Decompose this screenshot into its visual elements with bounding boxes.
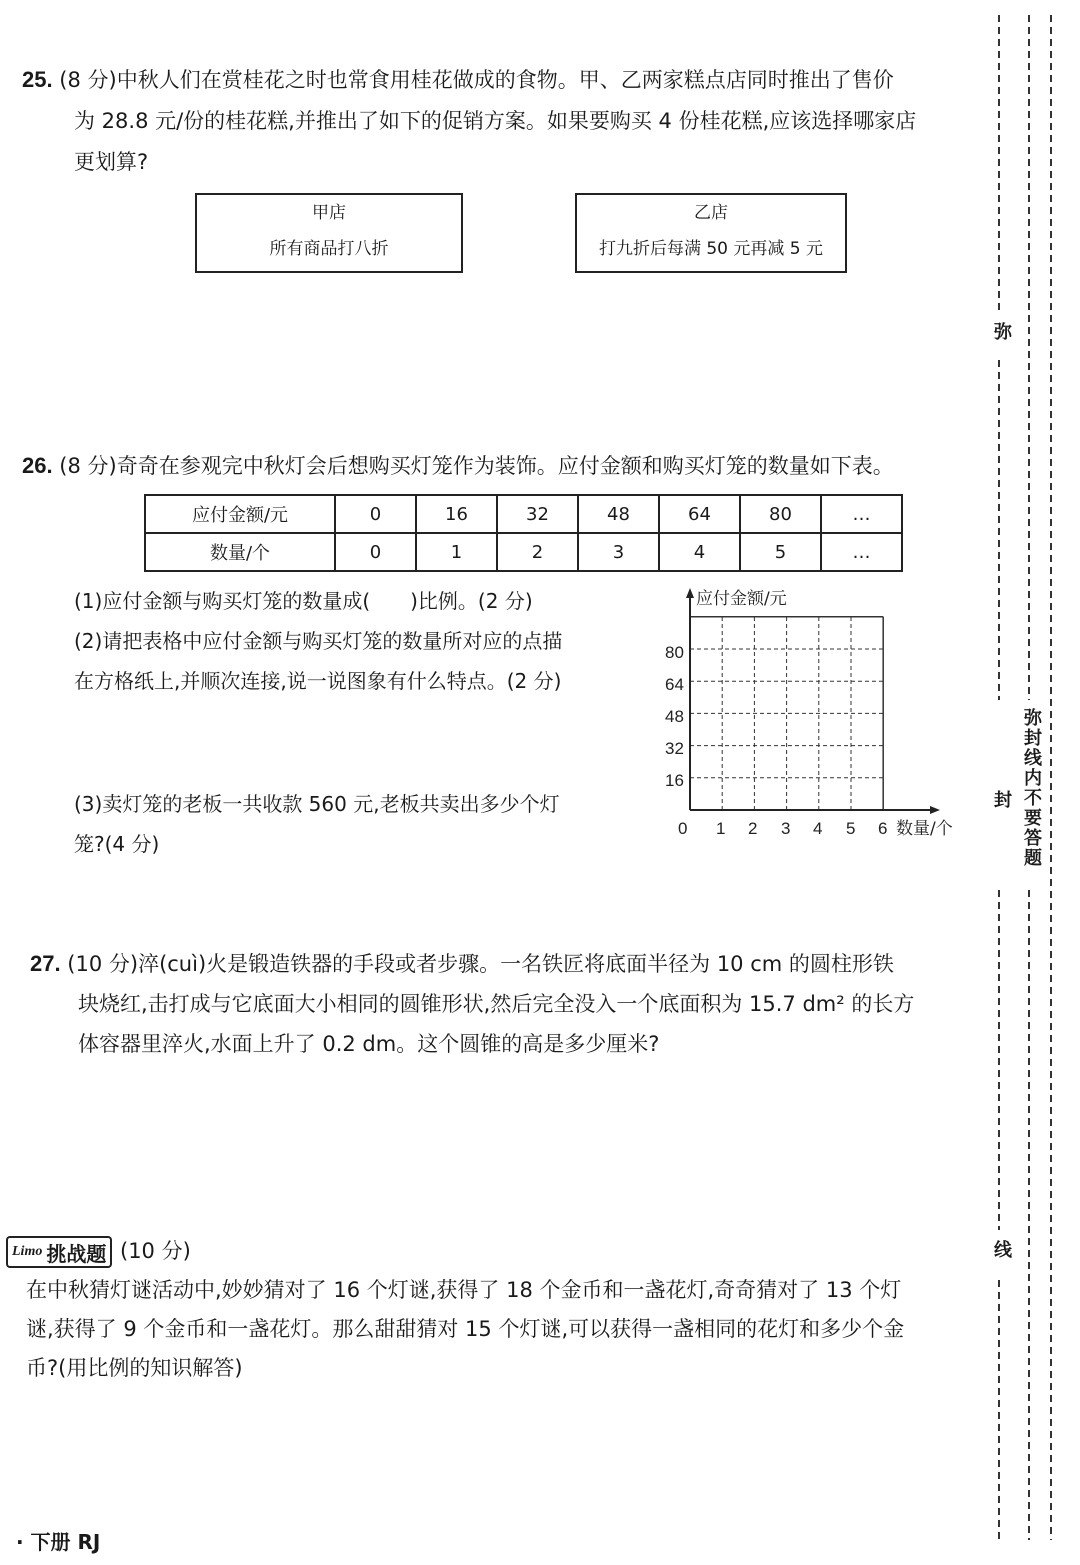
page-footer: · 下册 RJ xyxy=(16,1530,101,1554)
challenge-line-1: 在中秋猜灯谜活动中,妙妙猜对了 16 个灯谜,获得了 18 个金币和一盏花灯,奇奇猜对了 13 个灯 xyxy=(26,1278,902,1302)
y-tick-label: 64 xyxy=(665,675,684,694)
x-tick-label: 6 xyxy=(878,819,888,838)
q25-line-3: 更划算? xyxy=(74,150,149,174)
y-axis-label: 应付金额/元 xyxy=(696,589,787,609)
margin-feng: 封 xyxy=(991,790,1012,810)
table-cell: 2 xyxy=(497,533,578,571)
x-tick-label: 1 xyxy=(716,819,726,838)
grid-lines xyxy=(690,617,883,810)
y-tick-label: 80 xyxy=(665,643,684,662)
lantern-table xyxy=(144,494,903,572)
table-cell: 32 xyxy=(497,495,578,533)
challenge-badge xyxy=(6,1236,112,1268)
table-cell: 1 xyxy=(416,533,497,571)
shop-b-name: 乙店 xyxy=(694,203,728,223)
table-cell: 64 xyxy=(659,495,740,533)
challenge-line-3: 币?(用比例的知识解答) xyxy=(26,1356,243,1380)
table-cell: 5 xyxy=(740,533,821,571)
challenge-tag: Limo xyxy=(12,1244,43,1259)
x-tick-label: 4 xyxy=(813,819,823,838)
y-tick-label: 48 xyxy=(665,707,684,726)
table-row-count xyxy=(145,533,902,571)
table-cell: … xyxy=(821,495,902,533)
x-tick-label: 2 xyxy=(748,819,758,838)
shop-b-offer: 打九折后每满 50 元再减 5 元 xyxy=(598,239,824,259)
table-cell: 0 xyxy=(335,533,416,571)
x-tick-label: 3 xyxy=(781,819,791,838)
challenge-points: (10 分) xyxy=(120,1239,191,1263)
table-cell: … xyxy=(821,533,902,571)
table-cell: 0 xyxy=(335,495,416,533)
q26-sub2-line1: (2)请把表格中应付金额与购买灯笼的数量所对应的点描 xyxy=(74,629,563,653)
shop-a-box xyxy=(195,193,463,273)
x-tick-label: 0 xyxy=(678,819,688,838)
y-tick-label: 32 xyxy=(665,739,684,758)
margin-xian: 线 xyxy=(991,1240,1012,1260)
q26-intro: 26. (8 分)奇奇在参观完中秋灯会后想购买灯笼作为装饰。应付金额和购买灯笼的数量如下表。 xyxy=(22,453,894,478)
q26-sub2-line2: 在方格纸上,并顺次连接,说一说图象有什么特点。(2 分) xyxy=(74,669,562,693)
challenge-line-2: 谜,获得了 9 个金币和一盏花灯。那么甜甜猜对 15 个灯谜,可以获得一盏相同的花灯和多少个金 xyxy=(26,1317,905,1341)
table-header-count: 数量/个 xyxy=(145,533,335,571)
x-axis-arrow xyxy=(930,806,940,814)
q27-line-2: 块烧红,击打成与它底面大小相同的圆锥形状,然后完全没入一个底面积为 15.7 dm² 的长方 xyxy=(78,992,915,1016)
q26-sub1: (1)应付金额与购买灯笼的数量成( )比例。(2 分) xyxy=(74,589,533,613)
q26-sub3-line1: (3)卖灯笼的老板一共收款 560 元,老板共卖出多少个灯 xyxy=(74,792,560,816)
y-tick-label: 16 xyxy=(665,771,684,790)
table-cell: 4 xyxy=(659,533,740,571)
table-header-amount: 应付金额/元 xyxy=(145,495,335,533)
table-cell: 3 xyxy=(578,533,659,571)
q27-line-3: 体容器里淬火,水面上升了 0.2 dm。这个圆锥的高是多少厘米? xyxy=(78,1032,660,1056)
challenge-label: 挑战题 xyxy=(46,1241,107,1266)
q27-number: 27. xyxy=(30,951,61,976)
margin-mi: 弥 xyxy=(991,322,1012,342)
y-axis-arrow xyxy=(686,588,694,598)
q25-line-2: 为 28.8 元/份的桂花糕,并推出了如下的促销方案。如果要购买 4 份桂花糕,应该选择哪家店 xyxy=(74,109,917,133)
table-row-amount xyxy=(145,495,902,533)
shop-a-name: 甲店 xyxy=(312,203,346,223)
q25-number: 25. xyxy=(22,67,53,92)
table-cell: 80 xyxy=(740,495,821,533)
q26-number: 26. xyxy=(22,453,53,478)
graph-paper xyxy=(650,580,980,850)
q27-line-1: 27. (10 分)淬(cuì)火是锻造铁器的手段或者步骤。一名铁匠将底面半径为 10 cm 的圆柱形铁 xyxy=(30,951,894,976)
x-tick-label: 5 xyxy=(846,819,856,838)
q26-sub3-line2: 笼?(4 分) xyxy=(74,832,160,856)
q25-line-1: 25. (8 分)中秋人们在赏桂花之时也常食用桂花做成的食物。甲、乙两家糕点店同时推出了售价 xyxy=(22,67,894,92)
table-cell: 16 xyxy=(416,495,497,533)
x-axis-label: 数量/个 xyxy=(896,819,953,839)
margin-notice: 弥封线内不要答题 xyxy=(1021,708,1042,868)
shop-a-offer: 所有商品打八折 xyxy=(269,239,389,259)
shop-b-box xyxy=(575,193,847,273)
table-cell: 48 xyxy=(578,495,659,533)
